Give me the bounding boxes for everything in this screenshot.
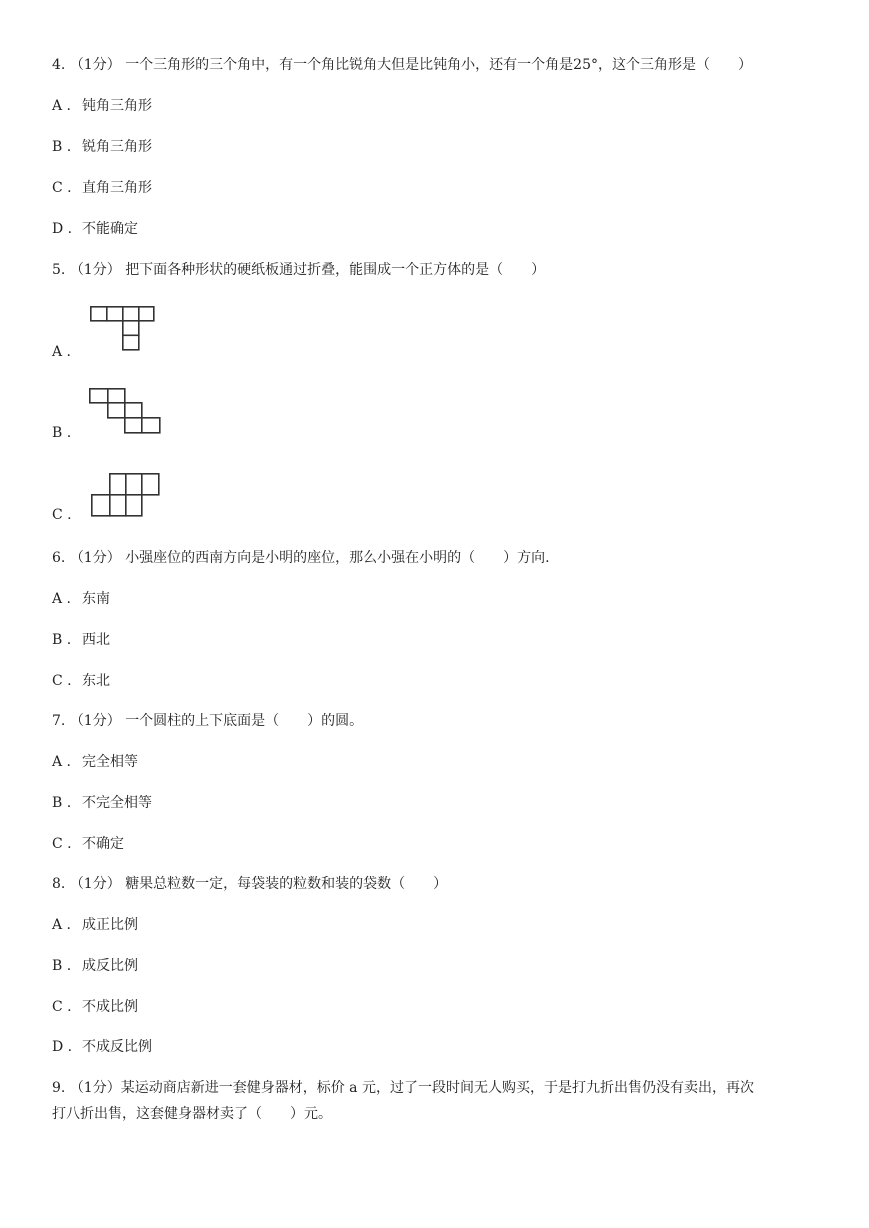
option-letter: C .	[52, 836, 72, 852]
question-5-stem	[52, 260, 545, 280]
net-square	[108, 403, 125, 418]
net-square	[123, 321, 139, 336]
question-number: 8.	[52, 876, 66, 892]
net-square	[126, 495, 142, 516]
option-letter: C .	[52, 180, 72, 196]
question-score: （1分）	[69, 550, 121, 566]
question-number: 7.	[52, 713, 66, 729]
option-text: 东南	[82, 591, 110, 607]
option-text: 不完全相等	[82, 795, 152, 811]
question-text: 糖果总粒数一定，每袋装的粒数和装的袋数（ ）	[125, 876, 448, 892]
option-text: 不能确定	[82, 221, 138, 237]
option-letter: A .	[52, 591, 72, 607]
option-text: 完全相等	[82, 754, 138, 770]
question-score: （1分）	[69, 713, 121, 729]
question-8-option-d[interactable]	[52, 1037, 152, 1057]
cube-net-c-figure	[91, 473, 161, 518]
question-4-option-c[interactable]	[52, 178, 152, 198]
net-square	[125, 418, 142, 433]
question-4-option-a[interactable]	[52, 96, 152, 116]
option-text: 直角三角形	[82, 180, 152, 196]
option-text: 不成比例	[82, 999, 138, 1015]
net-square	[123, 307, 139, 321]
net-square	[90, 389, 108, 403]
option-letter: B .	[52, 425, 72, 441]
question-6-option-a[interactable]	[52, 589, 110, 609]
net-square	[91, 307, 107, 321]
net-square	[123, 335, 139, 350]
option-text: 锐角三角形	[82, 139, 152, 155]
net-square	[142, 418, 160, 433]
option-text: 不成反比例	[82, 1039, 152, 1055]
question-text: 某运动商店新进一套健身器材，标价 a 元，过了一段时间无人购买，于是打九折出售仍没有卖出，再次	[120, 1080, 754, 1096]
option-letter: A .	[52, 98, 72, 114]
net-square	[139, 307, 154, 321]
question-text: 一个圆柱的上下底面是（ ）的圆。	[125, 713, 364, 729]
question-text: 小强座位的西南方向是小明的座位，那么小强在小明的（ ）方向.	[125, 550, 550, 566]
question-text: 打八折出售，这套健身器材卖了（ ）元。	[52, 1106, 332, 1122]
question-7-stem	[52, 711, 363, 731]
net-square	[107, 307, 123, 321]
option-text: 成正比例	[82, 917, 138, 933]
option-letter: A .	[52, 344, 72, 360]
option-text: 成反比例	[82, 958, 138, 974]
option-letter: B .	[52, 795, 72, 811]
question-text: 把下面各种形状的硬纸板通过折叠，能围成一个正方体的是（ ）	[125, 262, 546, 278]
question-text: 一个三角形的三个角中，有一个角比锐角大但是比钝角小，还有一个角是25°，这个三角形是（ ）	[125, 57, 752, 73]
option-letter: B .	[52, 139, 72, 155]
option-letter: D .	[52, 221, 73, 237]
question-score: （1分）	[69, 1080, 121, 1096]
option-letter: A .	[52, 754, 72, 770]
question-6-stem	[52, 548, 550, 568]
question-7-option-c[interactable]	[52, 834, 124, 854]
question-score: （1分）	[69, 262, 121, 278]
net-square	[110, 495, 126, 516]
net-square	[92, 495, 110, 516]
net-square	[126, 474, 142, 495]
question-number: 4.	[52, 57, 66, 73]
option-letter: B .	[52, 958, 72, 974]
option-letter: C .	[52, 999, 72, 1015]
question-6-option-c[interactable]	[52, 671, 110, 691]
option-text: 不确定	[82, 836, 124, 852]
net-square	[142, 474, 159, 495]
question-9-stem-continued	[52, 1104, 332, 1124]
question-8-stem	[52, 874, 447, 894]
question-9-stem	[52, 1078, 754, 1098]
option-letter: C .	[52, 507, 72, 523]
question-8-option-b[interactable]	[52, 956, 138, 976]
question-6-option-b[interactable]	[52, 630, 110, 650]
question-number: 6.	[52, 550, 66, 566]
question-score: （1分）	[69, 57, 121, 73]
net-square	[125, 403, 142, 418]
option-text: 西北	[82, 632, 110, 648]
question-7-option-b[interactable]	[52, 793, 152, 813]
question-4-stem	[52, 55, 752, 75]
option-letter: C .	[52, 673, 72, 689]
question-4-option-b[interactable]	[52, 137, 152, 157]
net-square	[110, 474, 126, 495]
option-letter: B .	[52, 632, 72, 648]
option-text: 东北	[82, 673, 110, 689]
question-number: 9.	[52, 1080, 66, 1096]
option-text: 钝角三角形	[82, 98, 152, 114]
cube-net-b-figure	[89, 388, 162, 435]
question-score: （1分）	[69, 876, 121, 892]
question-4-option-d[interactable]	[52, 219, 138, 239]
net-square	[108, 389, 125, 403]
option-letter: D .	[52, 1039, 73, 1055]
question-7-option-a[interactable]	[52, 752, 138, 772]
question-8-option-c[interactable]	[52, 997, 138, 1017]
cube-net-a-figure	[90, 306, 156, 352]
question-number: 5.	[52, 262, 66, 278]
question-8-option-a[interactable]	[52, 915, 138, 935]
option-letter: A .	[52, 917, 72, 933]
